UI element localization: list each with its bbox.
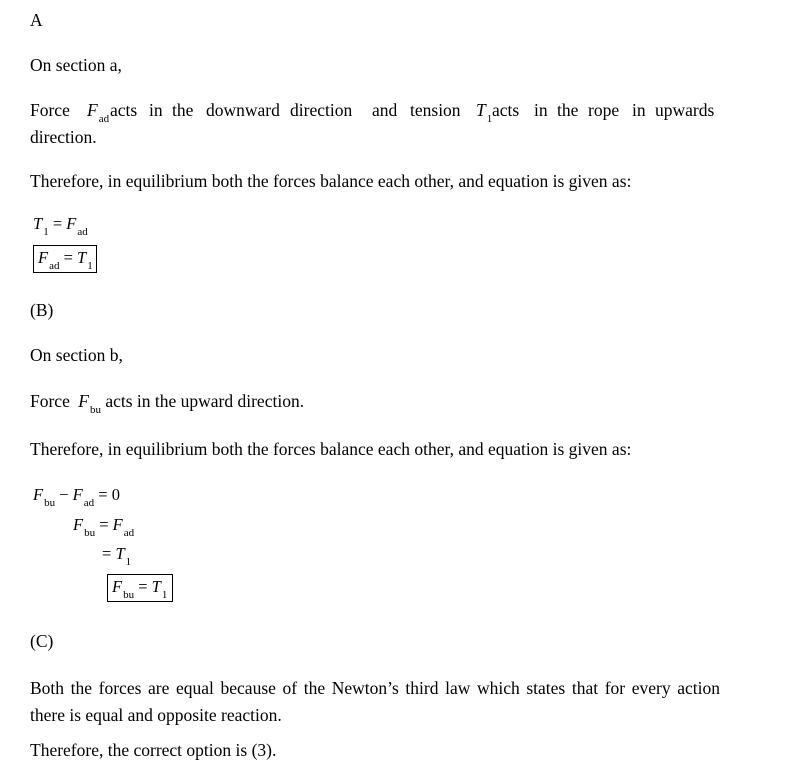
section-a-line: On section a,: [30, 55, 122, 75]
eq-symbol: T: [151, 577, 161, 596]
eq-symbol: F: [73, 515, 84, 534]
word: in: [534, 100, 548, 120]
word: acts: [492, 100, 520, 120]
eq-sub: ad: [83, 497, 95, 509]
eq-operator: −: [59, 485, 69, 504]
tension-t1-sub: 1: [486, 113, 493, 125]
eq-symbol: F: [72, 485, 83, 504]
word: Force: [30, 391, 70, 411]
word: the: [172, 100, 194, 120]
eq-operator: =: [63, 248, 73, 267]
section-b-line: On section b,: [30, 345, 123, 365]
eq-sub: 1: [43, 226, 49, 238]
eq-sub: 1: [125, 556, 132, 568]
eq-symbol: T: [33, 214, 43, 233]
word: and: [372, 100, 398, 120]
eq-sub: bu: [84, 527, 96, 539]
word: the: [557, 100, 579, 120]
force-bu-sub: bu: [89, 404, 101, 416]
eq-symbol: F: [112, 577, 123, 596]
equation-a2: [38, 248, 93, 272]
equation-b1: [33, 485, 120, 509]
eq-symbol: F: [66, 214, 77, 233]
eq-symbol: T: [77, 248, 87, 267]
equation-b3: [102, 544, 132, 568]
eq-operator: =: [99, 515, 109, 534]
word: direction.: [30, 127, 97, 147]
eq-sub: ad: [49, 260, 60, 272]
equilibrium-text-a: Therefore, in equilibrium both the forces balance each other, and equation is given as:: [30, 171, 632, 191]
eq-sub: ad: [77, 226, 88, 238]
eq-operator: = 0: [98, 485, 120, 504]
force-b-line: [30, 391, 305, 416]
eq-sub: 1: [87, 260, 93, 272]
heading-b: (B): [30, 300, 54, 320]
explanation-c: Both the forces are equal because of the Newton’s third law which states that for every action there is equal and opposite reaction.: [30, 678, 720, 725]
eq-sub: bu: [44, 497, 56, 509]
force-ad-symbol: $F_{ad}$: [87, 100, 110, 125]
equation-a1: [33, 214, 88, 238]
eq-sub: ad: [123, 527, 135, 539]
heading-a: A: [30, 10, 43, 30]
force-ad-sub: ad: [98, 113, 110, 125]
word: direction: [290, 100, 353, 120]
conclusion-c: Therefore, the correct option is (3).: [30, 740, 277, 760]
equilibrium-text-b: Therefore, in equilibrium both the forces balance each other, and equation is given as:: [30, 439, 632, 459]
eq-operator: =: [52, 214, 63, 233]
word: in: [632, 100, 646, 120]
eq-sub: 1: [161, 589, 168, 601]
eq-sub: bu: [123, 589, 135, 601]
word: downward: [206, 100, 280, 120]
force-bu-symbol: F: [78, 391, 89, 411]
boxed-equation-a2: [33, 245, 97, 273]
equation-b2: [73, 515, 135, 539]
eq-operator: =: [102, 544, 112, 563]
word: Force: [30, 100, 70, 120]
word: in: [149, 100, 163, 120]
boxed-equation-b4: [107, 574, 173, 602]
eq-symbol: F: [112, 515, 123, 534]
word: tension: [410, 100, 461, 120]
word: acts: [110, 100, 138, 120]
heading-c: (C): [30, 631, 54, 651]
equation-b4: [112, 577, 168, 601]
tension-t1-symbol: $T_1$: [476, 100, 493, 125]
eq-symbol: F: [38, 248, 49, 267]
eq-symbol: T: [115, 544, 125, 563]
word: acts in the upward direction.: [105, 391, 305, 411]
word: rope: [588, 100, 620, 120]
word: upwards: [655, 100, 715, 120]
eq-symbol: F: [33, 485, 44, 504]
eq-operator: =: [138, 577, 148, 596]
